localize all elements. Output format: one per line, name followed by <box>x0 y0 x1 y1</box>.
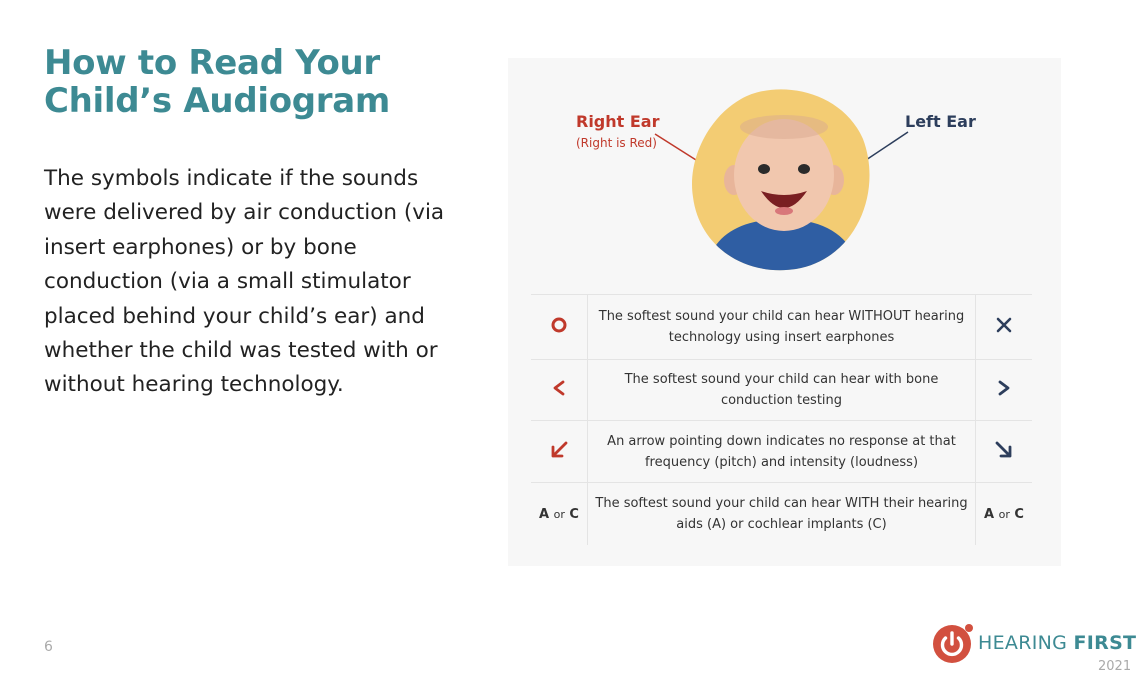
title-line-2: Child’s Audiogram <box>44 81 391 121</box>
power-logo-icon <box>932 622 974 664</box>
left-ear-label: Left Ear <box>905 112 976 131</box>
legend-description: The softest sound your child can hear WITH their hearing aids (A) or cochlear implants (C) <box>588 483 976 546</box>
brand-year: 2021 <box>1098 659 1132 674</box>
page-number: 6 <box>44 639 53 655</box>
brand-name: HEARING FIRST <box>978 632 1136 654</box>
legend-description: An arrow pointing down indicates no response at that frequency (pitch) and intensity (loudness) <box>588 421 976 483</box>
baby-photo-icon <box>691 87 873 271</box>
arrow-down-right-icon <box>994 440 1014 460</box>
legend-description: The softest sound your child can hear WITHOUT hearing technology using insert earphones <box>588 295 976 360</box>
aided-symbol-right: A or C <box>531 483 588 546</box>
legend-row <box>531 483 1032 546</box>
brand-logo <box>932 622 1136 664</box>
arrow-down-left-icon <box>549 440 569 460</box>
aided-symbol-left: A or C <box>976 483 1033 546</box>
x-icon <box>995 316 1013 334</box>
legend-row <box>531 421 1032 483</box>
legend-row <box>531 295 1032 360</box>
symbol-legend-table <box>531 294 1032 545</box>
page-title <box>44 44 464 120</box>
title-line-1: How to Read Your <box>44 43 380 83</box>
body-paragraph: The symbols indicate if the sounds were delivered by air conduction (via insert earphones) or by bone conduction (via a small stimulator placed behind your child’s ear) and whether the child was tested with or without hearing technology. <box>44 166 445 398</box>
greater-than-icon <box>996 379 1012 397</box>
legend-description: The softest sound your child can hear with bone conduction testing <box>588 360 976 421</box>
less-than-icon <box>551 379 567 397</box>
audiogram-legend-panel <box>508 58 1061 566</box>
right-ear-note: (Right is Red) <box>576 136 657 150</box>
legend-row <box>531 360 1032 421</box>
circle-icon <box>550 316 568 334</box>
right-ear-label: Right Ear <box>576 112 660 131</box>
